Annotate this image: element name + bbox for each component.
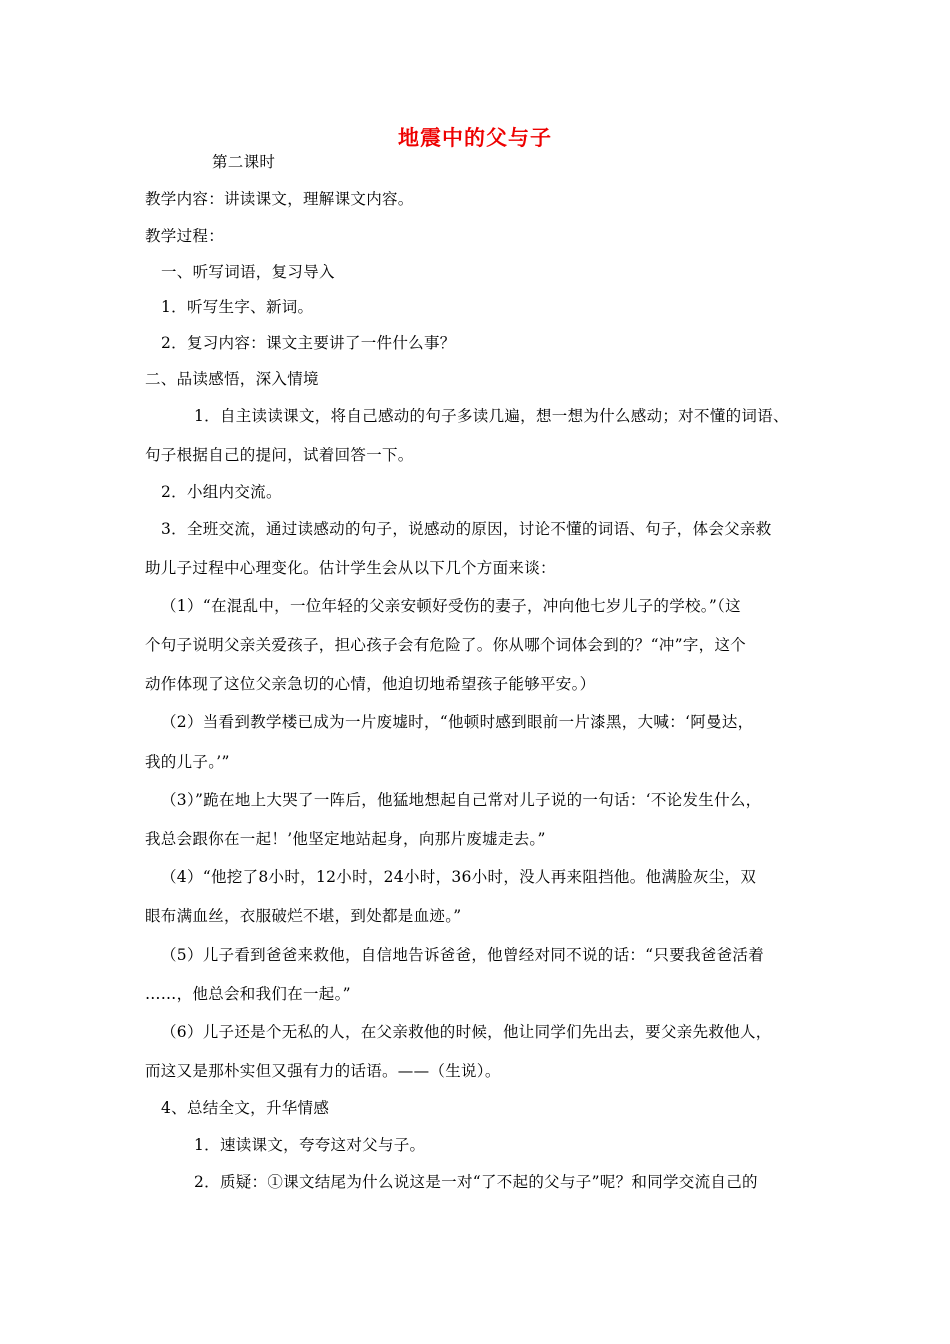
list-item: 2．小组内交流。 [161, 483, 282, 501]
paragraph-line: （3）”跪在地上大哭了一阵后，他猛地想起自己常对儿子说的一句话：‘不论发生什么， [161, 791, 762, 809]
paragraph-line: 我的儿子。’” [145, 753, 230, 771]
paragraph-line: 1．自主读读课文，将自己感动的句子多读几遍，想一想为什么感动；对不懂的词语、 [194, 407, 789, 425]
paragraph-line: 句子根据自己的提问，试着回答一下。 [145, 446, 414, 464]
list-item: 2．复习内容：课文主要讲了一件什么事？ [161, 334, 456, 352]
paragraph-line: ……，他总会和我们在一起。” [145, 985, 351, 1003]
paragraph-line: 动作体现了这位父亲急切的心情，他迫切地希望孩子能够平安。） [145, 675, 596, 693]
teaching-process: 教学过程： [145, 227, 225, 245]
list-item: 1．速读课文，夸夸这对父与子。 [194, 1136, 426, 1154]
paragraph-line: （2）当看到教学楼已成为一片废墟时，“他顿时感到眼前一片漆黑，大喊：‘阿曼达， [161, 713, 754, 731]
paragraph-line: 3．全班交流，通过读感动的句子，说感动的原因，讨论不懂的词语、句子，体会父亲救 [161, 520, 772, 538]
paragraph-line: 个句子说明父亲关爱孩子，担心孩子会有危险了。你从哪个词体会到的？“冲”字，这个 [145, 636, 747, 654]
list-item: 1．听写生字、新词。 [161, 298, 314, 316]
section-heading-2: 二、品读感悟，深入情境 [145, 370, 319, 388]
section-heading-1: 一、听写词语，复习导入 [161, 263, 335, 281]
paragraph-line: （5）儿子看到爸爸来救他，自信地告诉爸爸，他曾经对同不说的话：“只要我爸爸活着 [161, 946, 764, 964]
paragraph-line: （4）“他挖了8小时，12小时，24小时，36小时，没人再来阻挡他。他满脸灰尘，双 [161, 868, 757, 886]
paragraph-line: 而这又是那朴实但又强有力的话语。——（生说）。 [145, 1062, 501, 1080]
paragraph-line: （1）“在混乱中，一位年轻的父亲安顿好受伤的妻子，冲向他七岁儿子的学校。”（这 [161, 597, 741, 615]
teaching-content: 教学内容：讲读课文，理解课文内容。 [145, 190, 414, 208]
lesson-period: 第二课时 [212, 153, 276, 171]
paragraph-line: 眼布满血丝，衣服破烂不堪，到处都是血迹。” [145, 907, 462, 925]
paragraph-line: 我总会跟你在一起！’他坚定地站起身，向那片废墟走去。” [145, 830, 546, 848]
document-title: 地震中的父与子 [398, 126, 552, 150]
section-heading-4: 4、总结全文，升华情感 [161, 1099, 330, 1117]
list-item: 2．质疑：①课文结尾为什么说这是一对“了不起的父与子”呢？和同学交流自己的 [194, 1173, 758, 1191]
paragraph-line: 助儿子过程中心理变化。估计学生会从以下几个方面来谈： [145, 559, 556, 577]
paragraph-line: （6）儿子还是个无私的人，在父亲救他的时候，他让同学们先出去，要父亲先救他人， [161, 1023, 772, 1041]
